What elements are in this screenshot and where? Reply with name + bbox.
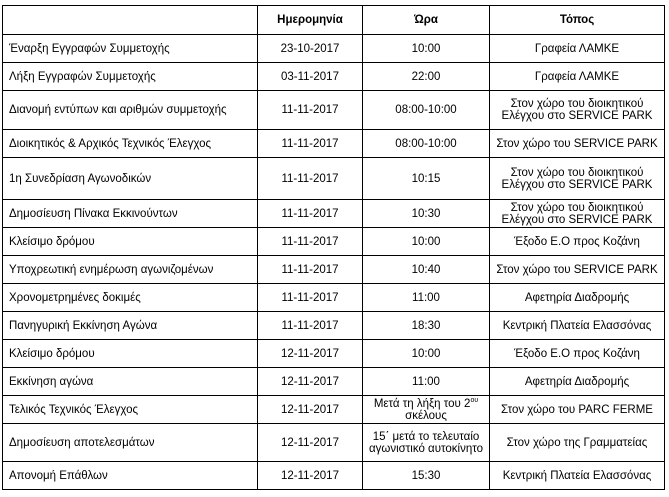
place-cell: Στον χώρο του SERVICE PARK xyxy=(490,130,665,158)
place-cell: Κεντρική Πλατεία Ελασσόνας xyxy=(490,312,665,340)
table-row xyxy=(3,424,665,462)
time-cell: 08:00-10:00 xyxy=(363,130,490,158)
event-cell: Διοικητικός & Αρχικός Τεχνικός Έλεγχος xyxy=(3,130,258,158)
table-row xyxy=(3,284,665,312)
place-cell: Στον χώρο του SERVICE PARK xyxy=(490,256,665,284)
time-cell: 10:30 xyxy=(363,200,490,228)
table-row xyxy=(3,158,665,200)
header-row xyxy=(3,6,665,35)
event-cell: Έναρξη Εγγραφών Συμμετοχής xyxy=(3,35,258,63)
place-cell: Στον χώρο του διοικητικού Ελέγχου στο SERVICE PARK xyxy=(490,158,665,200)
time-cell: 11:00 xyxy=(363,368,490,396)
place-cell: Γραφεία ΛΑΜΚΕ xyxy=(490,63,665,91)
table-row xyxy=(3,462,665,490)
table-row xyxy=(3,63,665,91)
time-text: σκέλους xyxy=(405,409,447,422)
date-cell: 12-11-2017 xyxy=(258,368,363,396)
table-row xyxy=(3,368,665,396)
place-cell: Έξοδο Ε.Ο προς Κοζάνη xyxy=(490,228,665,256)
table-row xyxy=(3,228,665,256)
table-row xyxy=(3,340,665,368)
date-cell: 11-11-2017 xyxy=(258,256,363,284)
place-cell: Στον χώρο του διοικητικού Ελέγχου στο SERVICE PARK xyxy=(490,91,665,130)
date-cell: 11-11-2017 xyxy=(258,312,363,340)
date-cell: 11-11-2017 xyxy=(258,284,363,312)
schedule-table xyxy=(2,5,665,490)
time-cell: 10:40 xyxy=(363,256,490,284)
date-cell: 12-11-2017 xyxy=(258,340,363,368)
time-cell: 18:30 xyxy=(363,312,490,340)
time-cell: 10:00 xyxy=(363,340,490,368)
time-cell: 08:00-10:00 xyxy=(363,91,490,130)
date-cell: 11-11-2017 xyxy=(258,200,363,228)
place-cell: Κεντρική Πλατεία Ελασσόνας xyxy=(490,462,665,490)
place-cell: Στον χώρο του διοικητικού Ελέγχου στο SERVICE PARK xyxy=(490,200,665,228)
place-cell: Γραφεία ΛΑΜΚΕ xyxy=(490,35,665,63)
time-cell: 10:15 xyxy=(363,158,490,200)
event-cell: Χρονομετρημένες δοκιμές xyxy=(3,284,258,312)
time-cell: 22:00 xyxy=(363,63,490,91)
table-row xyxy=(3,130,665,158)
time-text: Μετά τη λήξη του 2 xyxy=(373,397,471,410)
place-cell: Στον χώρο του PARC FERME xyxy=(490,396,665,424)
date-cell: 12-11-2017 xyxy=(258,424,363,462)
event-cell: Πανηγυρική Εκκίνηση Αγώνα xyxy=(3,312,258,340)
time-cell: 10:00 xyxy=(363,35,490,63)
event-cell: Κλείσιμο δρόμου xyxy=(3,228,258,256)
event-cell: Απονομή Επάθλων xyxy=(3,462,258,490)
event-cell: Διανομή εντύπων και αριθμών συμμετοχής xyxy=(3,91,258,130)
header-event xyxy=(3,6,258,35)
header-date: Ημερομηνία xyxy=(258,6,363,35)
date-cell: 03-11-2017 xyxy=(258,63,363,91)
date-cell: 11-11-2017 xyxy=(258,91,363,130)
header-place: Τόπος xyxy=(490,6,665,35)
event-cell: Υποχρεωτική ενημέρωση αγωνιζομένων xyxy=(3,256,258,284)
time-cell: 10:00 xyxy=(363,228,490,256)
table-row xyxy=(3,396,665,424)
header-time: Ώρα xyxy=(363,6,490,35)
place-cell: Αφετηρία Διαδρομής xyxy=(490,284,665,312)
date-cell: 12-11-2017 xyxy=(258,462,363,490)
date-cell: 23-10-2017 xyxy=(258,35,363,63)
time-cell: 15:30 xyxy=(363,462,490,490)
event-cell: Τελικός Τεχνικός Έλεγχος xyxy=(3,396,258,424)
event-cell: Κλείσιμο δρόμου xyxy=(3,340,258,368)
date-cell: 12-11-2017 xyxy=(258,396,363,424)
table-row xyxy=(3,200,665,228)
event-cell: Δημοσίευση αποτελεσμάτων xyxy=(3,424,258,462)
place-cell: Έξοδο Ε.Ο προς Κοζάνη xyxy=(490,340,665,368)
event-cell: Δημοσίευση Πίνακα Εκκινούντων xyxy=(3,200,258,228)
ordinal-superscript: ου xyxy=(470,396,479,404)
table-row xyxy=(3,91,665,130)
event-cell: Λήξη Εγγραφών Συμμετοχής xyxy=(3,63,258,91)
place-cell: Στον χώρο της Γραμματείας xyxy=(490,424,665,462)
time-cell: 15΄ μετά το τελευταίο αγωνιστικό αυτοκίνητο xyxy=(363,424,490,462)
event-cell: Εκκίνηση αγώνα xyxy=(3,368,258,396)
table-row xyxy=(3,256,665,284)
time-cell xyxy=(363,396,490,424)
place-cell: Αφετηρία Διαδρομής xyxy=(490,368,665,396)
date-cell: 11-11-2017 xyxy=(258,228,363,256)
table-row xyxy=(3,312,665,340)
date-cell: 11-11-2017 xyxy=(258,158,363,200)
event-cell: 1η Συνεδρίαση Αγωνοδικών xyxy=(3,158,258,200)
time-cell: 11:00 xyxy=(363,284,490,312)
date-cell: 11-11-2017 xyxy=(258,130,363,158)
table-row xyxy=(3,35,665,63)
